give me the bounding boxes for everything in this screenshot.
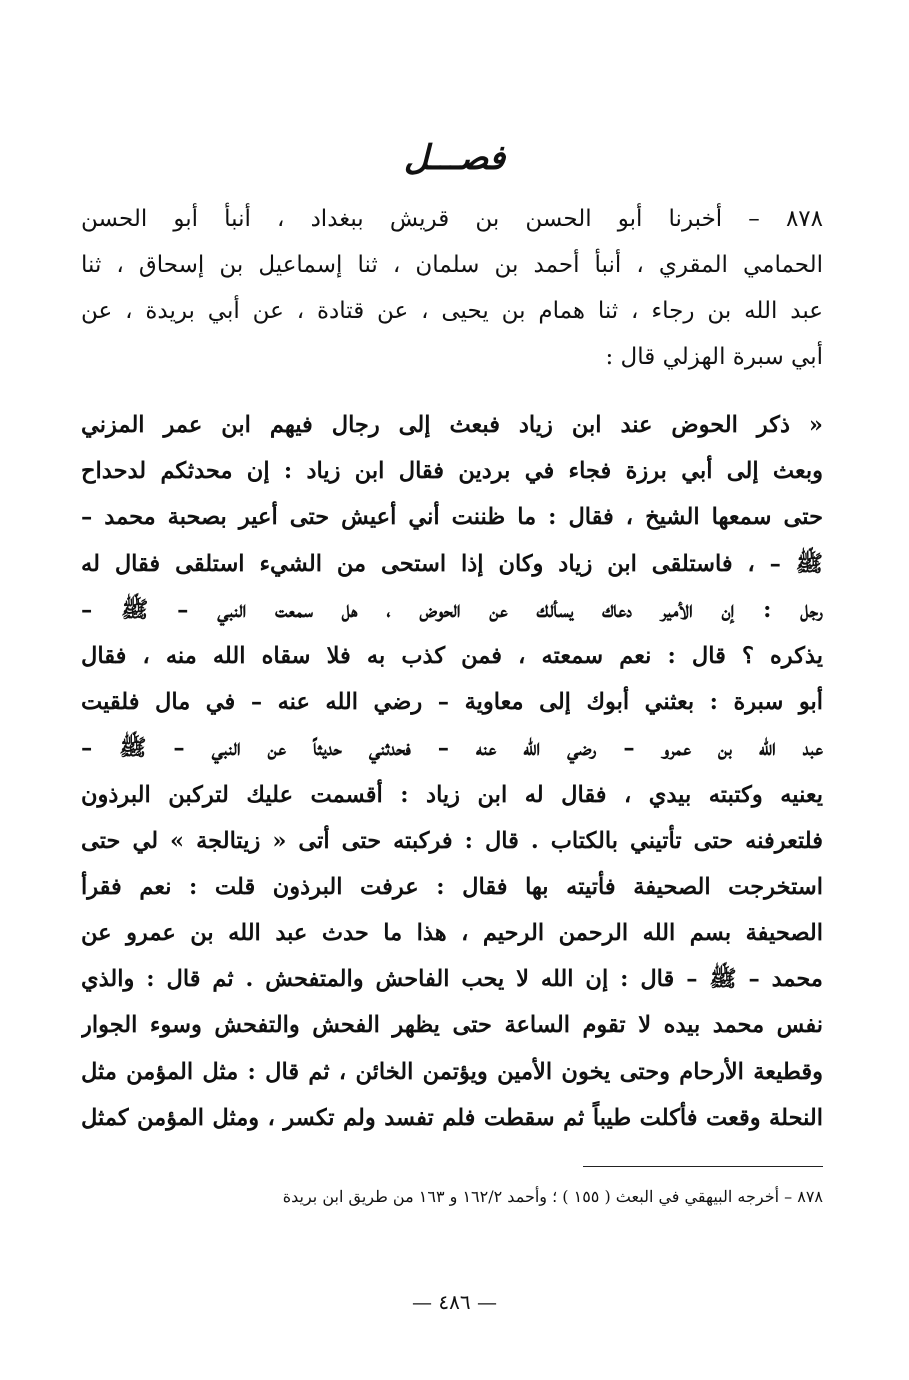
matn-line: رجل : إن الأمير دعاك يسألك عن الحوض ، هل سمعت النبي – ﷺ –: [81, 596, 823, 623]
footnote-divider: [583, 1166, 823, 1167]
isnad-paragraph: [81, 196, 823, 380]
section-heading: فصـــل: [403, 138, 506, 178]
matn-line: حتى سمعها الشيخ ، فقال : ما ظننت أني أعيش حتى أعير بصحبة محمد –: [81, 504, 823, 531]
matn-line: « ذكر الحوض عند ابن زياد فبعث إلى رجال فيهم ابن عمر المزني: [81, 412, 823, 438]
matn-line: استخرجت الصحيفة فأتيته بها فقال : عرفت البرذون قلت : نعم فقرأ: [81, 873, 823, 900]
matn-line: أبو سبرة : بعثني أبوك إلى معاوية – رضي الله عنه – في مال فلقيت: [81, 689, 823, 716]
matn-line: النحلة وقعت فأكلت طيباً ثم سقطت فلم تفسد ولم تكسر ، ومثل المؤمن كمثل: [81, 1104, 823, 1131]
matn-line: يذكره ؟ قال : نعم سمعته ، فمن كذب به فلا سقاه الله منه ، فقال: [81, 642, 823, 669]
page-number: — ٤٨٦ —: [412, 1290, 497, 1314]
matn-line: ﷺ – ، فاستلقى ابن زياد وكان إذا استحى من الشيء استلقى فقال له: [81, 550, 823, 577]
matn-line: فلتعرفنه حتى تأتيني بالكتاب . قال : فركبته حتى أتى « زيتالجة » لي حتى: [81, 827, 823, 854]
matn-line: نفس محمد بيده لا تقوم الساعة حتى يظهر الفحش والتفحش وسوء الجوار: [81, 1012, 823, 1039]
isnad-line: أبي سبرة الهزلي قال :: [605, 344, 823, 370]
footnote: ٨٧٨ – أخرجه البيهقي في البعث ( ١٥٥ ) ؛ وأحمد ١٦٢/٢ و ١٦٣ من طريق ابن بريدة: [282, 1187, 823, 1206]
matn-paragraph: [81, 402, 823, 1141]
matn-line: محمد – ﷺ – قال : إن الله لا يحب الفاحش والمتفحش . ثم قال : والذي: [81, 966, 823, 993]
matn-line: يعنيه وكتبته بيدي ، فقال له ابن زياد : أقسمت عليك لتركبن البرذون: [81, 781, 823, 808]
isnad-line: الحمامي المقري ، أنبأ أحمد بن سلمان ، ثنا إسماعيل بن إسحاق ، ثنا: [81, 252, 823, 278]
matn-line: وقطيعة الأرحام وحتى يخون الأمين ويؤتمن الخائن ، ثم قال : مثل المؤمن مثل: [81, 1058, 823, 1085]
isnad-line: ٨٧٨ – أخبرنا أبو الحسن بن قريش ببغداد ، أنبأ أبو الحسن: [81, 206, 823, 232]
isnad-line: عبد الله بن رجاء ، ثنا همام بن يحيى ، عن قتادة ، عن أبي بريدة ، عن: [81, 298, 823, 324]
matn-line: عبد الله بن عمرو – رضي الله عنه – فحدثني حديثاً عن النبي – ﷺ –: [81, 735, 823, 762]
matn-line: الصحيفة بسم الله الرحمن الرحيم ، هذا ما حدث عبد الله بن عمرو عن: [81, 920, 823, 947]
matn-line: وبعث إلى أبي برزة فجاء في بردين فقال ابن زياد : إن محدثكم لدحداح: [81, 458, 823, 485]
